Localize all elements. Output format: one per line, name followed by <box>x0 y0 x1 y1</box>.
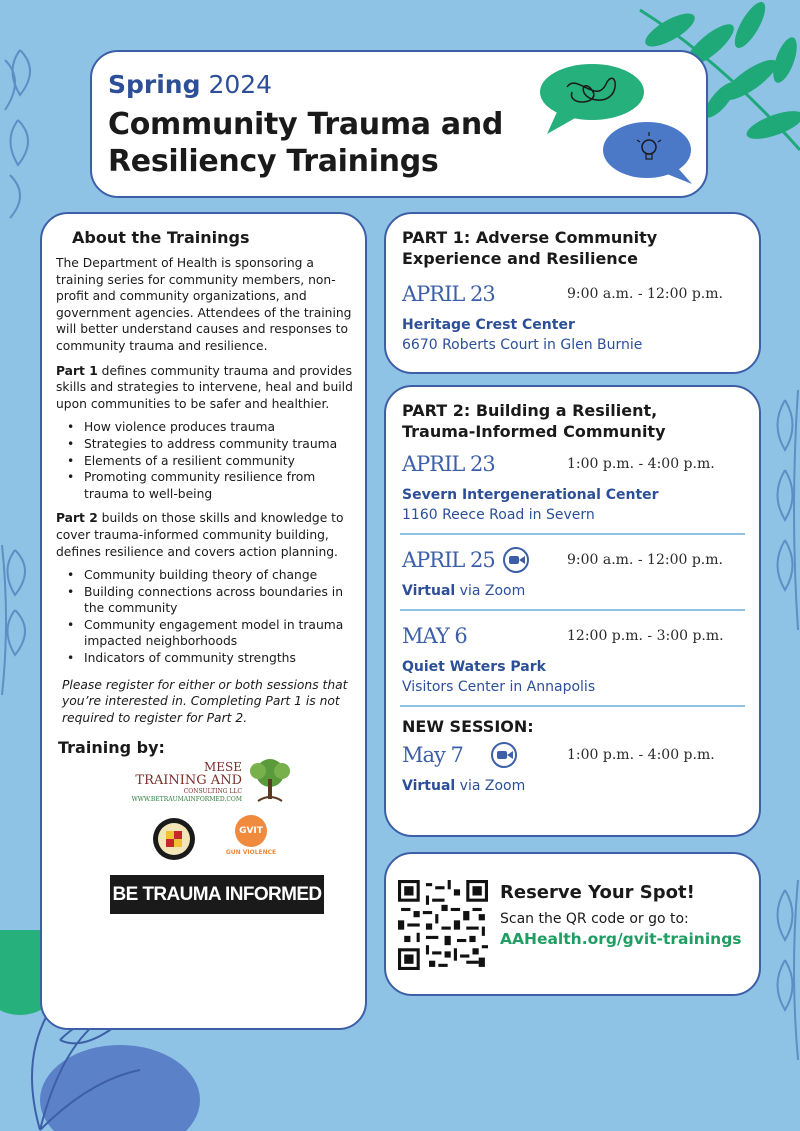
divider <box>400 533 745 535</box>
session-row <box>402 738 743 772</box>
county-seal-logo <box>152 817 196 861</box>
session-date: MAY 6 <box>402 624 467 648</box>
divider <box>400 705 745 707</box>
mese-logo <box>118 761 298 807</box>
about-card <box>40 212 367 1030</box>
session-date: APRIL 23 <box>402 282 495 306</box>
reserve-heading: Reserve Your Spot! <box>500 882 695 903</box>
part2-card <box>384 385 761 837</box>
mese-logo-line2: TRAINING AND <box>135 773 242 789</box>
session-location: Severn Intergenerational Center <box>402 487 659 503</box>
part1-description <box>56 363 353 413</box>
leaf-outline-left-top <box>0 40 45 220</box>
session-location: Virtual <box>402 583 456 599</box>
mese-logo-line1: MESE <box>203 760 242 775</box>
be-trauma-informed-logo <box>110 875 324 914</box>
training-by-heading: Training by: <box>58 738 165 758</box>
session-location: Heritage Crest Center <box>402 317 575 333</box>
registration-note: Please register for either or both sessions that you’re interested in. Completing Part 1 is not required to register for Part 2. <box>62 677 348 725</box>
session-address: via Zoom <box>455 583 526 599</box>
new-session-heading: NEW SESSION: <box>402 717 534 736</box>
session-date: APRIL 23 <box>402 452 495 476</box>
zoom-video-icon <box>503 547 529 573</box>
session-date-wrap <box>402 547 567 573</box>
part1-bullet-list <box>66 419 353 502</box>
list-item: • Promoting community resilience from trauma to well-being <box>66 469 353 502</box>
leaf-outline-right-bottom <box>760 880 800 1060</box>
qr-code[interactable] <box>398 880 488 970</box>
list-item: • Indicators of community strengths <box>66 650 353 667</box>
session-location: Quiet Waters Park <box>402 659 546 675</box>
list-item: • How violence produces trauma <box>66 419 353 436</box>
list-item: • Strategies to address community trauma <box>66 436 353 453</box>
part2-text: builds on those skills and knowledge to cover trauma-informed community building, defines resilience and covers action planning. <box>56 511 344 559</box>
session-row <box>402 543 743 577</box>
be-trauma-informed-text: BE TRAUMA INFORMED <box>112 883 322 905</box>
session-row <box>402 619 743 653</box>
part1-heading-line1: PART 1: Adverse Community <box>402 228 658 247</box>
gvit-logo-badge <box>235 815 267 847</box>
part2-description <box>56 510 353 560</box>
part2-heading-line2: Trauma-Informed Community <box>402 422 666 441</box>
title-line-1: Community Trauma and <box>108 107 504 142</box>
session-address: 6670 Roberts Court in Glen Burnie <box>402 337 643 353</box>
session-address: Visitors Center in Annapolis <box>402 679 596 695</box>
leaf-outline-left-middle <box>0 540 40 700</box>
session-time: 9:00 a.m. - 12:00 p.m. <box>567 286 723 302</box>
list-item: • Community building theory of change <box>66 567 353 584</box>
registration-link[interactable]: AAHealth.org/gvit-trainings <box>500 930 742 948</box>
partner-logos <box>56 757 353 942</box>
part1-text: defines community trauma and provides skills and strategies to intervene, heal and build upon communities to be safer and healthier. <box>56 363 353 411</box>
reserve-text-block <box>500 882 742 974</box>
part1-heading <box>402 227 743 269</box>
part2-heading-line1: PART 2: Building a Resilient, <box>402 401 658 420</box>
gvit-logo-subtitle: GUN VIOLENCE <box>225 849 277 857</box>
gvit-logo <box>216 815 286 856</box>
title-card <box>90 50 708 198</box>
title-line-2: Resiliency Trainings <box>108 144 439 179</box>
season-label: Spring <box>108 70 201 99</box>
part2-heading <box>402 400 743 442</box>
part1-heading-line2: Experience and Resilience <box>402 249 639 268</box>
list-item: • Building connections across boundaries in the community <box>66 584 353 617</box>
about-heading: About the Trainings <box>72 228 250 247</box>
session-time: 1:00 p.m. - 4:00 p.m. <box>567 747 715 763</box>
about-intro: The Department of Health is sponsoring a training series for community members, non-profit and community organizations, and government agencies. Attendees of the training will better understand causes and responses to community trauma and resilience. <box>56 256 352 353</box>
tree-icon <box>244 757 296 803</box>
session-time: 12:00 p.m. - 3:00 p.m. <box>567 628 724 644</box>
session-address: 1160 Reece Road in Severn <box>402 507 595 523</box>
mese-logo-url: WWW.BETRAUMAINFORMED.COM <box>131 796 242 804</box>
session-address: via Zoom <box>455 778 526 794</box>
part1-label: Part 1 <box>56 363 98 378</box>
speech-bubbles-icon <box>537 62 697 187</box>
session-location-line <box>402 778 743 794</box>
list-item: • Community engagement model in trauma impacted neighborhoods <box>66 617 353 650</box>
gvit-logo-text: GVIT <box>239 826 263 837</box>
session-location: Virtual <box>402 778 456 794</box>
part2-label: Part 2 <box>56 511 98 526</box>
divider <box>400 609 745 611</box>
session-time: 1:00 p.m. - 4:00 p.m. <box>567 456 715 472</box>
session-time: 9:00 a.m. - 12:00 p.m. <box>567 552 723 568</box>
reserve-instructions: Scan the QR code or go to: <box>500 911 689 927</box>
reserve-card <box>384 852 761 996</box>
list-item: • Elements of a resilient community <box>66 453 353 470</box>
part1-card <box>384 212 761 374</box>
session-date: APRIL 25 <box>402 548 495 572</box>
session-date-wrap <box>402 742 567 768</box>
part2-bullet-list <box>66 567 353 667</box>
mese-logo-line3: CONSULTING LLC <box>183 788 242 796</box>
session-row <box>402 277 743 311</box>
session-location-line <box>402 583 743 599</box>
session-date: May 7 <box>402 743 463 767</box>
leaf-outline-right <box>760 390 800 630</box>
season-year: 2024 <box>208 70 273 99</box>
session-row <box>402 447 743 481</box>
zoom-video-icon <box>491 742 517 768</box>
